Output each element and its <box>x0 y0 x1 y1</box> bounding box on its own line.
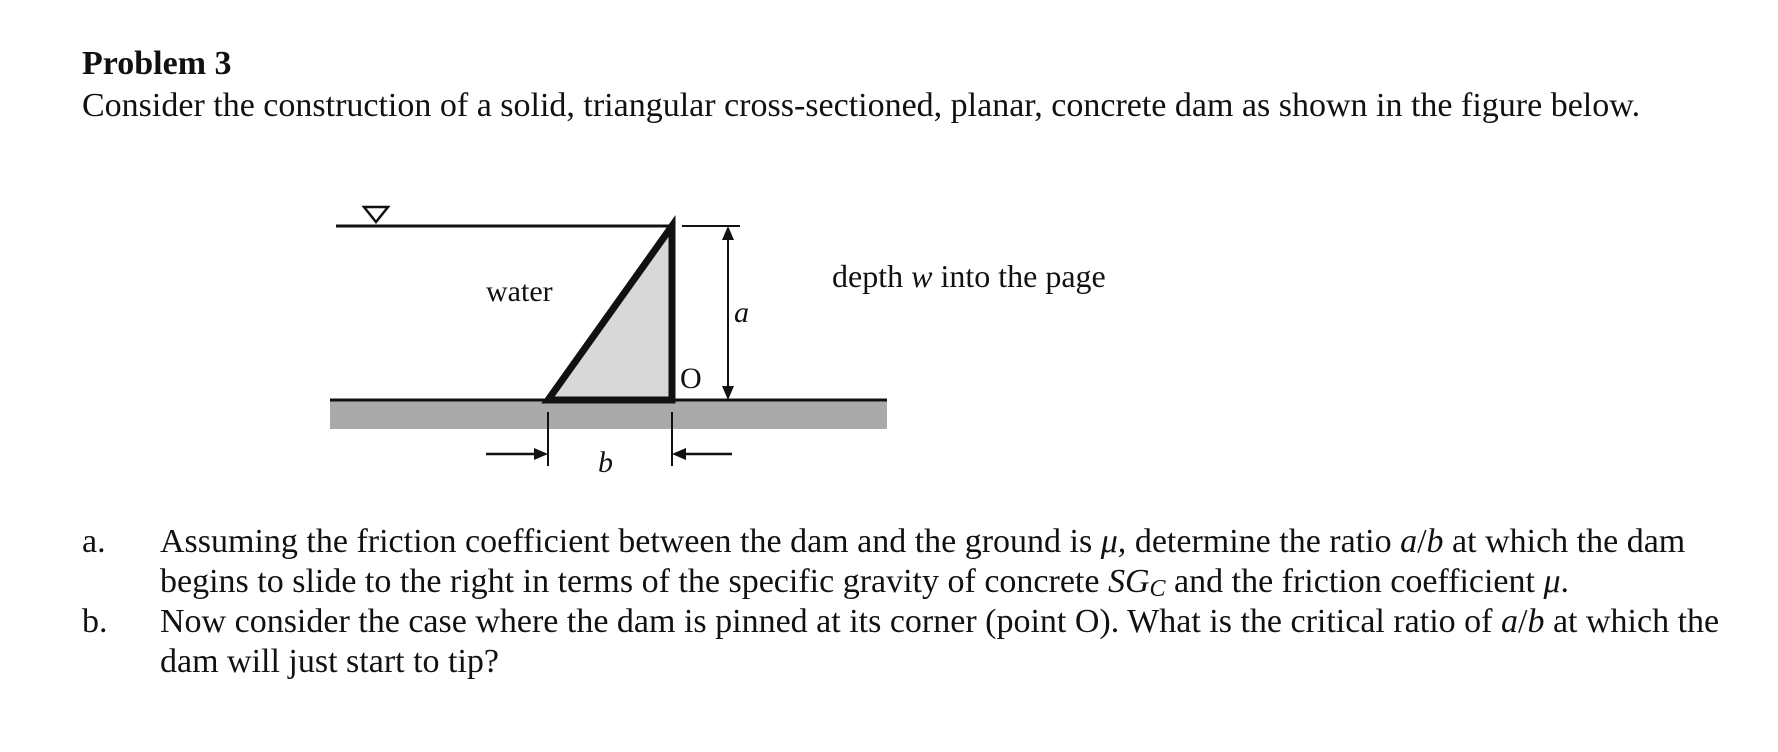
question-text: Now consider the case where the dam is pinned at its corner (point O). What is the critical ratio of a/b at which the dam will just start to tip? <box>160 603 1720 680</box>
free-surface-icon <box>364 207 388 222</box>
pivot-label: O <box>680 362 702 395</box>
problem-intro: Consider the construction of a solid, triangular cross-sectioned, planar, concrete dam as shown in the figure below. <box>82 87 1641 124</box>
ground <box>330 400 887 429</box>
question-label: a. <box>82 523 106 560</box>
arrow-down-icon <box>722 386 734 400</box>
water-label: water <box>486 275 553 308</box>
base-label: b <box>598 446 613 479</box>
height-label: a <box>734 296 749 329</box>
arrow-left-icon <box>672 448 686 460</box>
question-label: b. <box>82 603 108 640</box>
depth-label: depth w into the page <box>832 258 1106 294</box>
dam-triangle <box>548 226 672 400</box>
arrow-right-icon <box>534 448 548 460</box>
problem-title: Problem 3 <box>82 45 232 82</box>
question-text: Assuming the friction coefficient between the dam and the ground is μ, determine the ratio a/b at which the dam begins to slide to the right in terms of the specific gravity of concrete $SG_C$ and the friction coefficient μ. <box>160 523 1686 602</box>
arrow-up-icon <box>722 226 734 240</box>
